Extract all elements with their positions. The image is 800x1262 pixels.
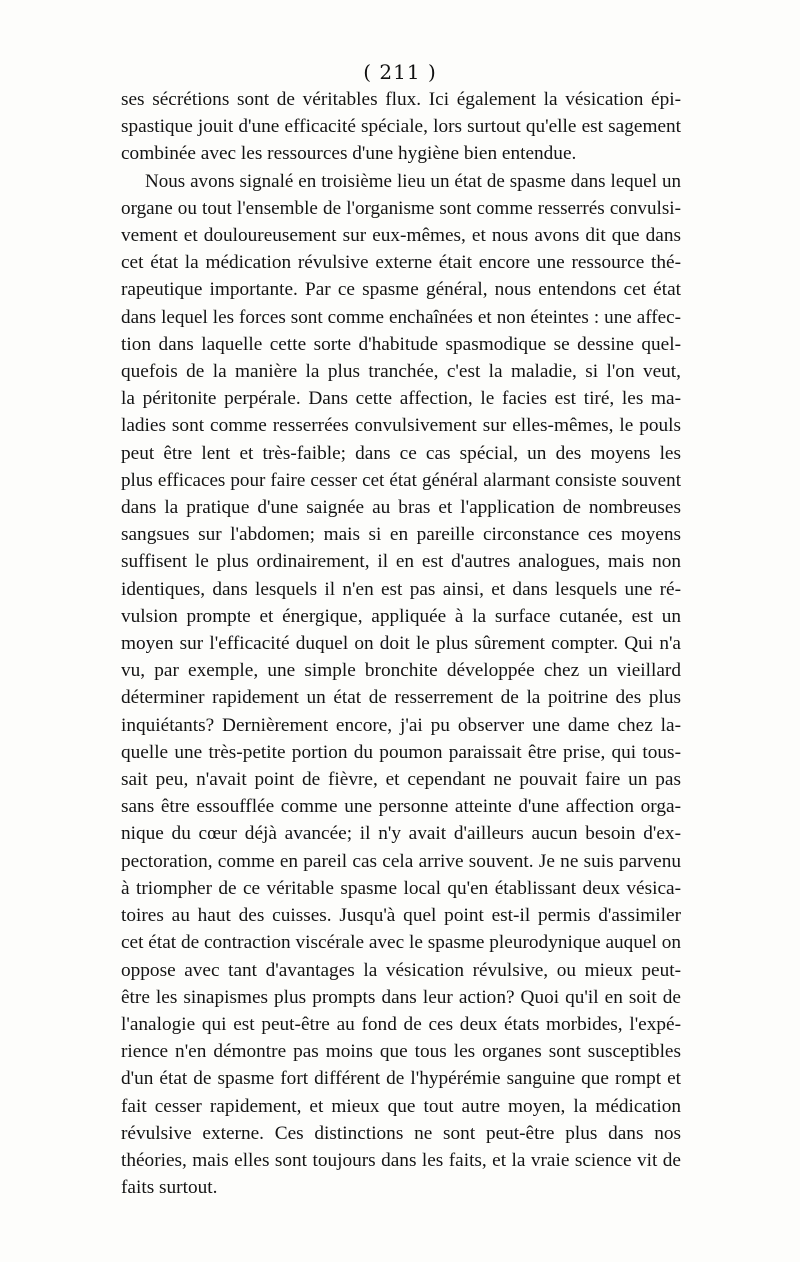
text-line: théories, mais elles sont toujours dans les faits, et la vraie science vit de: [121, 1149, 681, 1171]
text-line: sangsues sur l'abdomen; mais si en pareille circonstance ces moyens: [121, 524, 681, 546]
text-line: pectoration, comme en pareil cas cela arrive souvent. Je ne suis parvenu: [121, 850, 681, 872]
text-line: ses sécrétions sont de véritables flux. Ici également la vésication épi-: [121, 89, 681, 110]
text-line: ladies sont comme resserrées convulsivement sur elles-mêmes, le pouls: [121, 415, 681, 437]
text-line: spastique jouit d'une efficacité spéciale, lors surtout qu'elle est sagement: [121, 116, 681, 138]
text-line: dans la pratique d'une saignée au bras et l'application de nombreuses: [121, 497, 681, 519]
text-line: dans lequel les forces sont comme enchaînées et non éteintes : une affec-: [121, 306, 681, 328]
text-line: la péritonite perpérale. Dans cette affection, le facies est tiré, les ma-: [121, 388, 681, 410]
text-line: révulsive externe. Ces distinctions ne sont peut-être plus dans nos: [121, 1122, 681, 1144]
text-line: vement et douloureusement sur eux-mêmes, et nous avons dit que dans: [121, 225, 681, 247]
text-line: toires au haut des cuisses. Jusqu'à quel point est-il permis d'assimiler: [121, 905, 681, 927]
text-line: rapeutique importante. Par ce spasme général, nous entendons cet état: [121, 279, 681, 301]
text-line: vulsion prompte et énergique, appliquée à la surface cutanée, est un: [121, 605, 681, 627]
text-line: sans être essoufflée comme une personne atteinte d'une affection orga-: [121, 796, 681, 818]
text-line: déterminer rapidement un état de resserrement de la poitrine des plus: [121, 687, 681, 709]
text-line: oppose avec tant d'avantages la vésication révulsive, ou mieux peut-: [121, 959, 681, 981]
text-line: combinée avec les ressources d'une hygiène bien entendue.: [121, 143, 577, 165]
text-line: Nous avons signalé en troisième lieu un état de spasme dans lequel un: [145, 170, 681, 192]
text-line: rience n'en démontre pas moins que tous les organes sont susceptibles: [121, 1041, 681, 1063]
text-line: fait cesser rapidement, et mieux que tout autre moyen, la médication: [121, 1095, 681, 1117]
text-line: sait peu, n'avait point de fièvre, et cependant ne pouvait faire un pas: [121, 769, 681, 791]
text-line: organe ou tout l'ensemble de l'organisme sont comme resserrés convulsi-: [121, 197, 681, 219]
text-line: plus efficaces pour faire cesser cet état général alarmant consiste souvent: [121, 469, 681, 491]
text-line: à triompher de ce véritable spasme local qu'en établissant deux vésica-: [121, 877, 681, 899]
text-line: cet état la médication révulsive externe était encore une ressource thé-: [121, 252, 681, 274]
text-line: quelle une très-petite portion du poumon paraissait être prise, qui tous-: [121, 741, 681, 763]
text-line: faits surtout.: [121, 1177, 218, 1199]
text-line: peut être lent et très-faible; dans ce cas spécial, un des moyens les: [121, 442, 681, 464]
page-number: ( 211 ): [363, 60, 437, 84]
text-line: vu, par exemple, une simple bronchite développée chez un vieillard: [121, 660, 681, 682]
text-line: inquiétants? Dernièrement encore, j'ai pu observer une dame chez la-: [121, 714, 681, 736]
text-line: tion dans laquelle cette sorte d'habitude spasmodique se dessine quel-: [121, 333, 681, 355]
text-line: l'analogie qui est peut-être au fond de ces deux états morbides, l'expé-: [121, 1013, 681, 1035]
text-line: suffisent le plus ordinairement, il en est d'autres analogues, mais non: [121, 551, 681, 573]
text-line: nique du cœur déjà avancée; il n'y avait d'ailleurs aucun besoin d'ex-: [121, 823, 681, 845]
text-line: quefois de la manière la plus tranchée, c'est la maladie, si l'on veut,: [121, 361, 681, 383]
body-text: [121, 86, 681, 1201]
text-line: être les sinapismes plus prompts dans leur action? Quoi qu'il en soit de: [121, 986, 681, 1008]
text-line: identiques, dans lesquels il n'en est pas ainsi, et dans lesquels une ré-: [121, 578, 681, 600]
text-line: cet état de contraction viscérale avec le spasme pleurodynique auquel on: [121, 932, 681, 954]
text-line: d'un état de spasme fort différent de l'hypérémie sanguine que rompt et: [121, 1068, 681, 1090]
text-line: moyen sur l'efficacité duquel on doit le plus sûrement compter. Qui n'a: [121, 633, 681, 655]
